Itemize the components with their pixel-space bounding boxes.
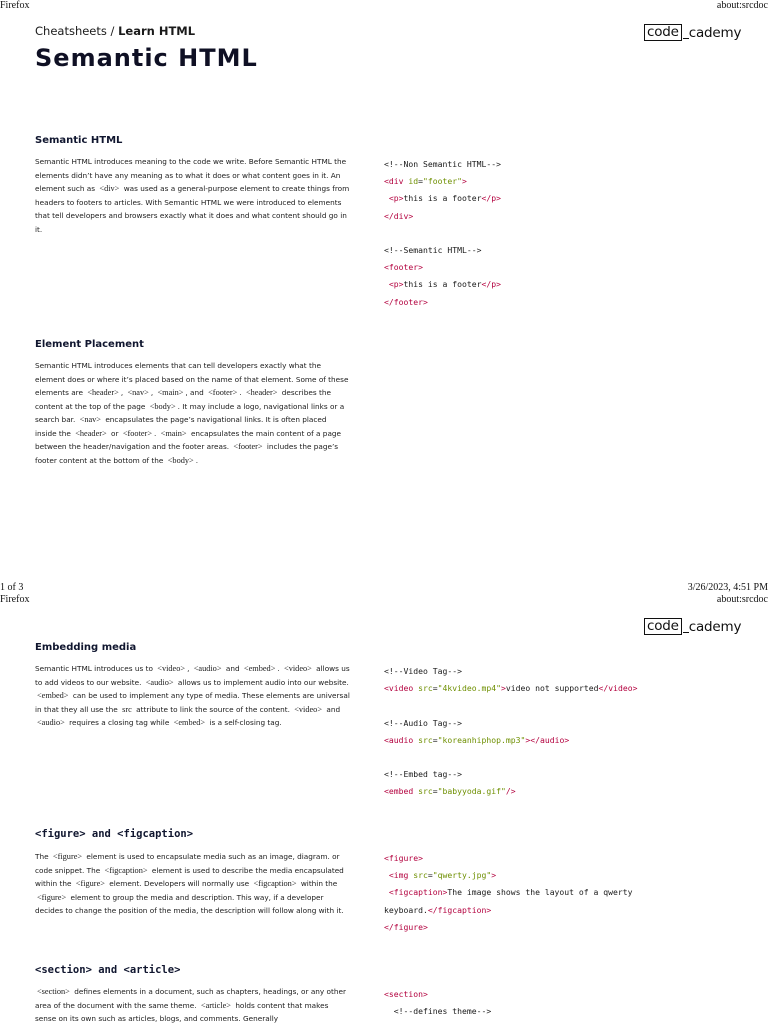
text: was used as a general-purpose element to create things from headers to footers to articles. With Semantic HTML we were introduced to elements that tell developers and browsers exactly what it does and what content should go in it.: [35, 184, 350, 234]
text: .: [239, 388, 242, 397]
inline-code: <header>: [87, 388, 119, 397]
inline-code: <main>: [160, 428, 187, 438]
code-text: this is a footer: [403, 279, 482, 290]
code-block-semantic-html: [384, 156, 501, 311]
inline-code: <div>: [99, 184, 120, 193]
inline-code: <header>: [245, 388, 278, 397]
text: allows us to add videos to our website.: [35, 664, 350, 687]
code-tag: >: [491, 870, 497, 881]
code-op: =: [427, 870, 433, 881]
inline-code: <footer>: [233, 442, 263, 451]
section-body-figure: [35, 850, 350, 918]
text: Semantic HTML introduces elements that can tell developers exactly what the element does or where it’s placed based on the name of that element. Some of these elements are: [35, 361, 349, 397]
inline-code: <embed>: [37, 691, 69, 700]
print-browser-name: Firefox: [0, 0, 30, 11]
print-url: about:srcdoc: [716, 0, 768, 11]
text: .: [154, 428, 157, 438]
code-op: =: [432, 683, 438, 694]
section-body-embedding-media: [35, 662, 350, 730]
code-string: "qwerty.jpg": [432, 870, 492, 881]
code-tag: <div: [384, 176, 404, 187]
code-tag: <figcaption>: [384, 887, 448, 898]
text: The: [35, 852, 49, 861]
code-tag: <audio: [384, 734, 414, 745]
print-page-number: 1 of 3: [0, 582, 24, 593]
text: allows us to implement audio into our website.: [177, 677, 349, 687]
codecademy-logo-page2[interactable]: [644, 618, 741, 635]
section-heading-figure: <figure> and <figcaption>: [35, 828, 194, 840]
text: .: [195, 455, 199, 465]
code-string: "babyyoda.gif": [437, 786, 506, 797]
codecademy-logo[interactable]: [644, 24, 741, 41]
text: holds content that makes sense on its own such as articles, blogs, and comments. Generally: [35, 1000, 329, 1023]
text: Semantic HTML introduces us to: [35, 664, 153, 673]
inline-code: <main>: [157, 388, 184, 397]
inline-code: <embed>: [243, 664, 276, 673]
inline-code: <embed>: [173, 718, 206, 727]
print-browser-name-page2: Firefox: [0, 594, 30, 605]
breadcrumb: [35, 24, 195, 38]
text: includes the page’s footer content at the bottom of the: [35, 442, 339, 465]
print-url-page2: about:srcdoc: [716, 594, 768, 605]
text: attribute to link the source of the content.: [136, 704, 290, 714]
code-tag: </p>: [481, 279, 501, 290]
inline-code: <video>: [284, 664, 312, 673]
code-tag: </div>: [384, 210, 414, 221]
inline-code: <section>: [37, 987, 70, 996]
text: defines elements in a document, such as chapters, headings, or any other area of the document with the same theme.: [35, 987, 346, 1010]
inline-code: <footer>: [208, 388, 238, 397]
code-tag: >: [461, 176, 467, 187]
section-body-section-article: [35, 985, 350, 1026]
code-string: "4kvideo.mp4": [437, 683, 501, 694]
inline-code: <body>: [167, 455, 194, 465]
code-tag: </p>: [481, 193, 501, 204]
text: element is used to encapsulate media such as an image, diagram. or code snippet. The: [35, 852, 340, 875]
code-block-embedding-media: [384, 663, 637, 801]
code-text: this is a footer: [403, 193, 482, 204]
inline-code: <figure>: [37, 892, 67, 902]
inline-code: <footer>: [122, 428, 152, 438]
code-tag: </figure>: [384, 921, 428, 932]
print-datetime: 3/26/2023, 4:51 PM: [687, 582, 768, 593]
text: is a self-closing tag.: [209, 718, 282, 727]
logo-code-box: code: [644, 24, 682, 41]
code-comment: <!--Video Tag-->: [384, 666, 462, 676]
inline-code: <header>: [75, 428, 107, 438]
text: and: [225, 664, 240, 673]
text: . It may include a logo, navigational links or a search bar.: [35, 401, 345, 424]
text: encapsulates the page’s navigational links. It is often placed inside the: [35, 415, 327, 438]
code-text: The image shows the layout of a qwerty: [447, 887, 633, 898]
code-string: "footer": [423, 176, 462, 187]
inline-code: <audio>: [145, 677, 174, 687]
inline-code: <nav>: [79, 415, 101, 424]
inline-code: <figcaption>: [253, 879, 297, 888]
code-op: =: [418, 176, 423, 187]
code-string: "koreanhiphop.mp3": [437, 734, 526, 745]
text: , and: [185, 388, 204, 397]
code-comment: <!--Embed tag-->: [384, 769, 462, 780]
inline-code: <video>: [294, 704, 323, 714]
inline-code: <figure>: [52, 852, 83, 861]
section-heading-embedding-media: Embedding media: [35, 642, 137, 653]
text: within the: [300, 879, 338, 888]
code-text: keyboard.: [384, 904, 428, 915]
section-heading-section-article: <section> and <article>: [35, 964, 181, 976]
text: or: [111, 428, 119, 438]
code-tag: </figcaption>: [427, 904, 492, 915]
code-tag: </footer>: [384, 296, 428, 307]
text: encapsulates the main content of a page between the header/navigation and the footer areas.: [35, 428, 342, 451]
text: can be used to implement any type of media. These elements are universal in that they all use the: [35, 691, 350, 714]
inline-code: <figure>: [75, 879, 105, 888]
code-tag: <footer>: [384, 262, 423, 273]
code-text: video not supported: [505, 683, 599, 694]
code-tag: </video>: [598, 683, 638, 694]
code-attr: id: [403, 176, 419, 187]
text: describes the content at the top of the page: [35, 388, 331, 411]
logo-cademy-text: cademy: [688, 24, 742, 41]
code-tag: <figure>: [384, 853, 423, 863]
code-tag: ></audio>: [525, 734, 570, 745]
text: requires a closing tag while: [69, 718, 170, 727]
text: and: [326, 704, 341, 714]
page-title: Semantic HTML: [35, 44, 258, 72]
code-tag: >: [500, 683, 506, 694]
code-block-section-article: [384, 986, 491, 1020]
text: element. Developers will normally use: [109, 879, 250, 888]
code-comment: <!--Non Semantic HTML-->: [384, 159, 501, 169]
code-comment: <!--Audio Tag-->: [384, 717, 462, 728]
inline-code: <audio>: [37, 718, 65, 727]
inline-code: <body>: [149, 401, 176, 411]
inline-code: <figcaption>: [104, 865, 148, 875]
text: ,: [150, 388, 154, 397]
text: element to group the media and description. This way, if a developer decides to change the position of the media, the description will follow along with it.: [35, 892, 344, 915]
section-heading-semantic-html: Semantic HTML: [35, 135, 123, 146]
code-tag: <p>: [384, 193, 404, 204]
code-op: =: [432, 786, 438, 797]
code-tag: <video: [384, 683, 414, 694]
code-comment: <!--defines theme-->: [384, 1006, 492, 1017]
code-tag: <p>: [384, 279, 404, 290]
inline-code: src: [122, 704, 132, 714]
breadcrumb-current: Learn HTML: [118, 24, 196, 38]
code-tag: />: [505, 786, 516, 797]
inline-code: <video>: [157, 664, 186, 673]
section-body-element-placement: [35, 359, 350, 467]
text: .: [277, 664, 280, 673]
inline-code: <audio>: [193, 664, 222, 673]
logo-cademy-text: cademy: [688, 618, 742, 635]
code-tag: <embed: [384, 786, 414, 797]
text: Semantic HTML introduces meaning to the code we write. Before Semantic HTML the elements didn’t have any meaning as to what it does or what content goes in it. An element such as: [35, 157, 347, 193]
text: element is used to describe the media encapsulated within the: [35, 865, 344, 888]
text: ,: [120, 388, 124, 397]
code-op: =: [432, 734, 438, 745]
section-body-semantic-html: [35, 155, 350, 236]
code-block-figure: [384, 850, 633, 936]
code-attr: src: [413, 734, 433, 745]
inline-code: <article>: [200, 1000, 231, 1010]
code-tag: <section>: [384, 989, 428, 999]
code-tag: <img: [384, 870, 409, 881]
text: ,: [187, 664, 190, 673]
breadcrumb-separator: /: [106, 24, 119, 38]
code-comment: <!--Semantic HTML-->: [384, 245, 482, 256]
section-heading-element-placement: Element Placement: [35, 339, 144, 350]
code-attr: src: [408, 870, 428, 881]
logo-code-box: code: [644, 618, 682, 635]
breadcrumb-parent-link[interactable]: Cheatsheets: [35, 24, 107, 38]
code-attr: src: [413, 683, 433, 694]
inline-code: <nav>: [127, 388, 149, 397]
code-attr: src: [413, 786, 433, 797]
